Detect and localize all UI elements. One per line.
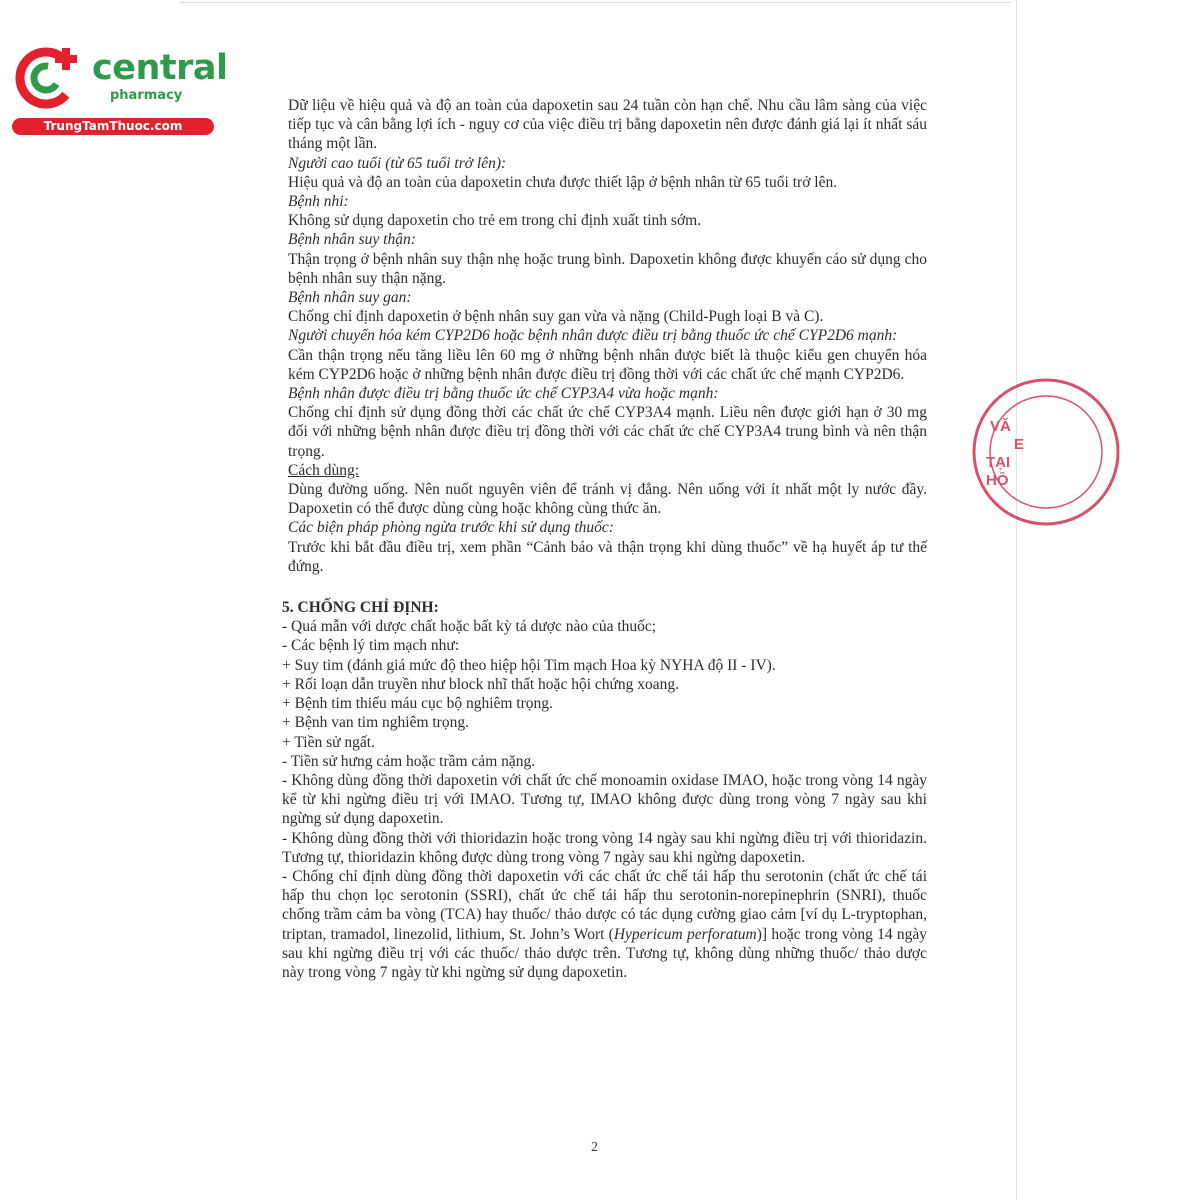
stamp-text-3: TẠI (986, 454, 1011, 471)
top-border-line (180, 2, 1010, 3)
contraindication-line: - Quá mẫn với dược chất hoặc bất kỳ tá dược nào của thuốc; (282, 618, 657, 636)
paragraph-renal: Thận trọng ở bệnh nhân suy thận nhẹ hoặc trung bình. Dapoxetin không được khuyến cáo sử dụng cho bệnh nhân suy thận nặng. (288, 250, 927, 287)
paragraph-pediatric: Không sử dụng dapoxetin cho trẻ em trong chỉ định xuất tinh sớm. (288, 212, 702, 230)
heading-hepatic: Bệnh nhân suy gan: (288, 289, 412, 307)
right-border-line (1016, 0, 1017, 1200)
heading-cyp3a4: Bệnh nhân được điều trị bằng thuốc ức chế CYP3A4 vừa hoặc mạnh: (288, 385, 719, 403)
logo-website: TrungTamThuoc.com (12, 118, 214, 135)
contraindication-line: + Tiền sử ngất. (282, 733, 375, 751)
serotonin-text-b: )] hoặc trong vòng 14 ngày sau khi ngừng điều trị với các thuốc/ thảo dược trên. Tương tự, không dùng những thuốc/ thảo dược này trong vòng 7 ngày từ khi ngừng sử dụng dapoxetin. (282, 925, 927, 981)
contraindication-line: - Không dùng đồng thời dapoxetin với chất ức chế monoamin oxidase IMAO, hoặc trong vòng 14 ngày kể từ khi ngừng điều trị với IMAO. Tương tự, IMAO không được dùng trong vòng 7 ngày sau khi ngừng sử dụng dapoxetin. (282, 771, 927, 828)
contraindication-line: + Bệnh van tim nghiêm trọng. (282, 714, 469, 732)
paragraph-cyp2d6: Cần thận trọng nếu tăng liều lên 60 mg ở những bệnh nhân được biết là thuộc kiểu gen chuyển hóa kém CYP2D6 hoặc ở những bệnh nhân được điều trị đồng thời với các chất ức chế mạnh CYP2D6. (288, 346, 927, 383)
contraindication-line: + Suy tim (đánh giá mức độ theo hiệp hội Tim mạch Hoa kỳ NYHA độ II - IV). (282, 656, 776, 674)
logo-subtitle: pharmacy (110, 88, 183, 103)
paragraph-hepatic: Chống chỉ định dapoxetin ở bệnh nhân suy gan vừa và nặng (Child-Pugh loại B và C). (288, 308, 824, 326)
heading-pediatric: Bệnh nhi: (288, 193, 349, 211)
document-body (282, 96, 927, 982)
heading-elderly: Người cao tuổi (từ 65 tuổi trở lên): (288, 154, 507, 172)
contraindication-line: - Không dùng đồng thời với thioridazin hoặc trong vòng 14 ngày sau khi ngừng điều trị với thioridazin. Tương tự, thioridazin không được dùng trong vòng 7 ngày sau khi ngừng dapoxetin. (282, 829, 927, 866)
paragraph-usage: Dùng đường uống. Nên nuốt nguyên viên để tránh vị đắng. Nên uống với ít nhất một ly nước đầy. Dapoxetin có thể được dùng cùng hoặc không cùng thức ăn. (288, 481, 927, 518)
paragraph-precaution: Trước khi bắt đầu điều trị, xem phần “Cảnh báo và thận trọng khi dùng thuốc” về hạ huyết áp tư thế đứng. (288, 538, 927, 575)
paragraph-cyp3a4: Chống chỉ định sử dụng đồng thời các chất ức chế CYP3A4 mạnh. Liều nên được giới hạn ở 30 mg đối với những bệnh nhân được điều trị đồng thời với các chất ức chế CYP3A4 trung bình và nên thận trọng. (288, 404, 927, 460)
logo-name: central (92, 48, 228, 88)
stamp-seal (964, 372, 1124, 532)
heading-precaution: Các biện pháp phòng ngừa trước khi sử dụng thuốc: (288, 519, 614, 537)
contraindication-line: - Tiền sử hưng cảm hoặc trầm cảm nặng. (282, 752, 536, 770)
page-number: 2 (591, 1140, 598, 1155)
paragraph-efficacy: Dữ liệu về hiệu quả và độ an toàn của dapoxetin sau 24 tuần còn hạn chế. Nhu cầu lâm sàng của việc tiếp tục và cân bằng lợi ích - nguy cơ của việc điều trị bằng dapoxetin nên được đánh giá lại ít nhất sáu tháng một lần. (288, 97, 927, 153)
stamp-text-2: E (1014, 436, 1025, 453)
contraindication-line: - Các bệnh lý tim mạch như: (282, 637, 460, 655)
serotonin-latin-name: Hypericum perforatum (613, 925, 757, 943)
stamp-text-4: HỒ (986, 472, 1009, 489)
section-5-title: 5. CHỐNG CHỈ ĐỊNH: (282, 599, 439, 617)
stamp-text-1: VĂ (990, 418, 1011, 435)
contraindication-line: + Bệnh tim thiếu máu cục bộ nghiêm trọng. (282, 695, 553, 713)
heading-usage: Cách dùng: (288, 461, 360, 479)
central-pharmacy-logo (8, 36, 228, 140)
contraindication-serotonin (282, 867, 927, 982)
serotonin-text-a: - Chống chỉ định dùng đồng thời dapoxetin với các chất ức chế tái hấp thu serotonin (chất ức chế tái hấp thu chọn lọc serotonin (SSRI), chất ức chế tái hấp thu serotonin-norepinephrin (SNRI), thuốc chống trầm cảm ba vòng (TCA) hay thuốc/ thảo dược có tác dụng cường giao cảm [ví dụ L-tryptophan, triptan, tramadol, linezolid, lithium, St. John’s Wort ( (282, 867, 927, 943)
paragraph-elderly: Hiệu quả và độ an toàn của dapoxetin chưa được thiết lập ở bệnh nhân từ 65 tuổi trở lên. (288, 173, 838, 191)
contraindication-line: + Rối loạn dẫn truyền như block nhĩ thất hoặc hội chứng xoang. (282, 675, 680, 693)
heading-renal: Bệnh nhân suy thận: (288, 231, 416, 249)
heading-cyp2d6: Người chuyển hóa kém CYP2D6 hoặc bệnh nhân được điều trị bằng thuốc ức chế CYP2D6 mạnh: (288, 327, 898, 345)
logo-mark-icon (12, 40, 84, 112)
